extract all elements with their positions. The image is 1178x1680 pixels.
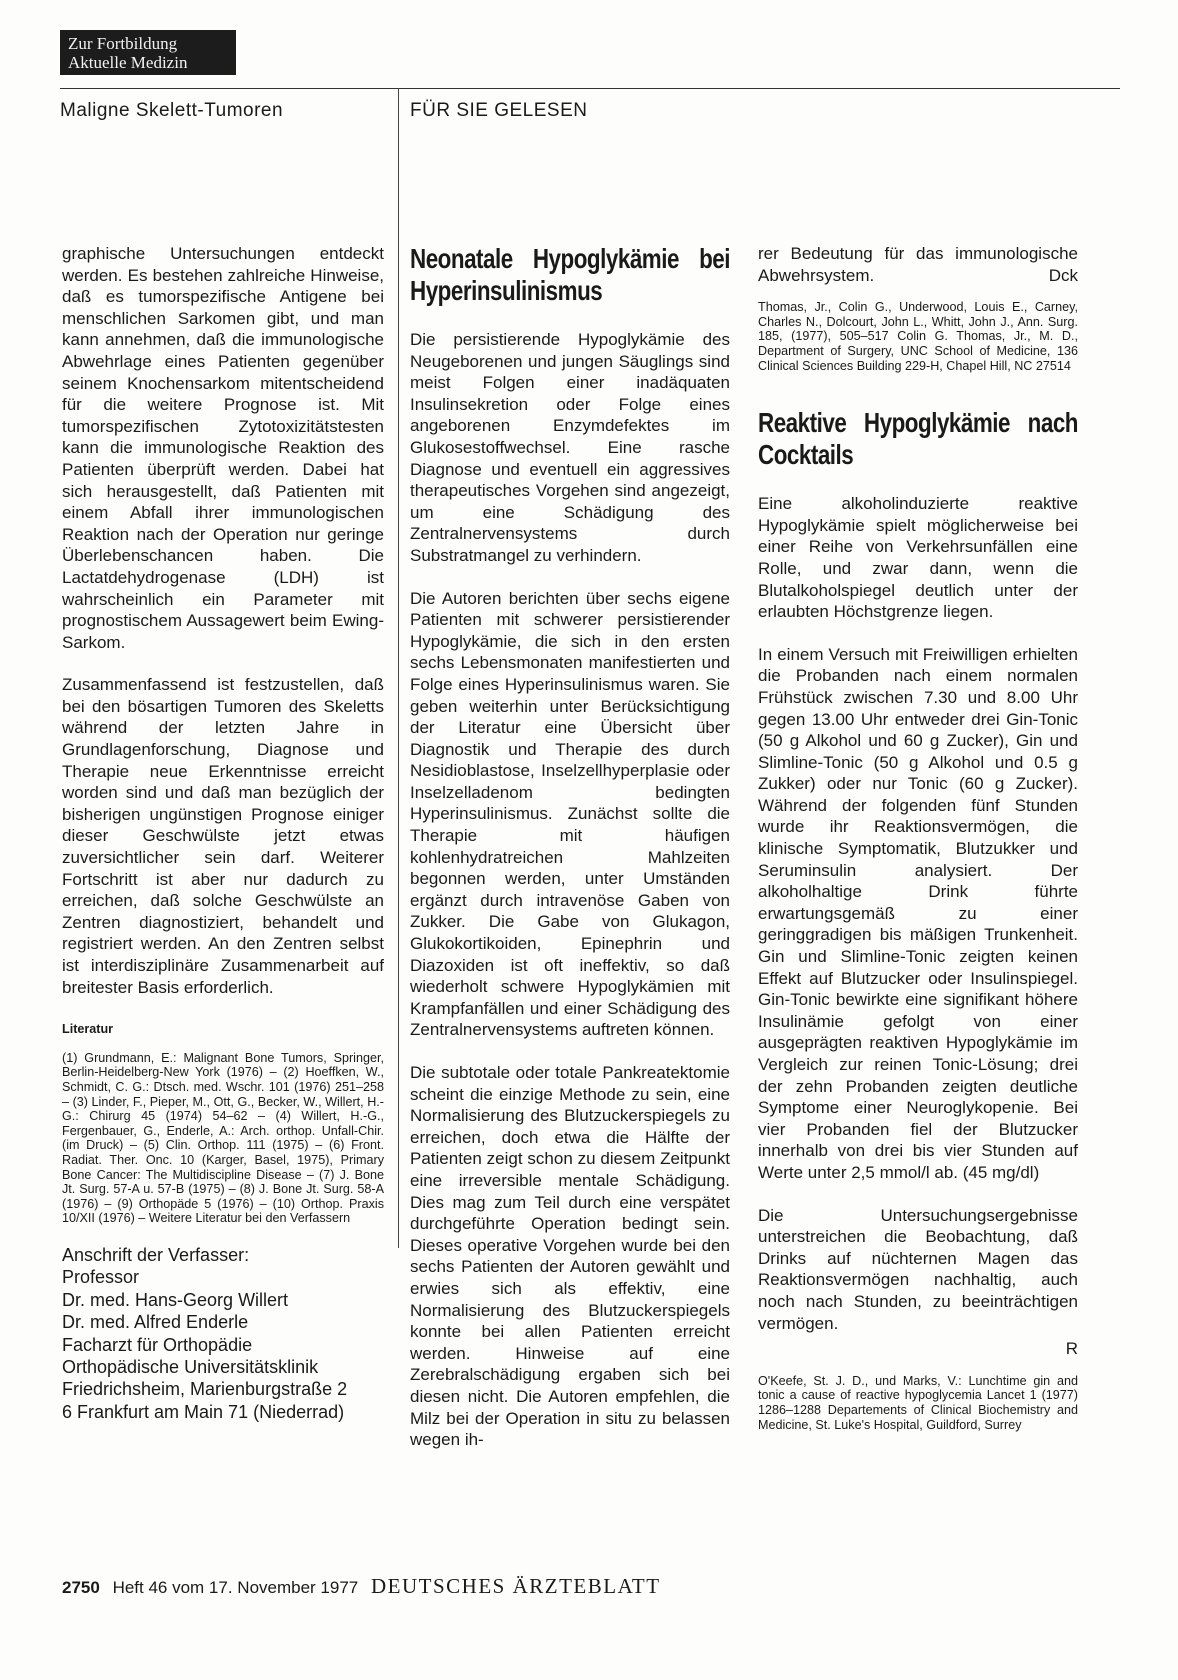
page-number: 2750: [62, 1578, 100, 1597]
address-line: Friedrichsheim, Marienburgstraße 2: [62, 1379, 348, 1400]
reference: O'Keefe, St. J. D., und Marks, V.: Lunchtime gin and tonic a cause of reactive hypoglycemia Lancet 1 (1977) 1286–1288 Departements of Clinical Biochemistry and Medicine, St. Luke's Hospital, Guildford, Surrey: [758, 1373, 1078, 1432]
literature-heading: Literatur: [62, 1022, 114, 1037]
address-line: Dr. med. Alfred Enderle: [62, 1312, 249, 1333]
article-headline: Reaktive Hypoglykämie nach Cocktails: [758, 407, 1078, 471]
issue-info: Heft 46 vom 17. November 1977: [112, 1578, 359, 1597]
address-line: Anschrift der Verfasser:: [62, 1244, 250, 1265]
article-headline: Neonatale Hypoglykämie bei Hyperinsulinismus: [410, 243, 730, 306]
paragraph: Die Autoren berichten über sechs eigene Patienten mit schwerer persistierender Hypoglykämie, die sich in den ersten sechs Lebensmonaten manifestierten und Folge eines Hyperinsulinismus waren. Sie geben weiterhin unter Berücksichtigung der Literatur eine Übersicht über Diagnostik und Therapie des durch Nesidioblastose, Inselzellhyperplasie oder Inselzelladenom bedingten Hyperinsulinismus. Zunächst sollte die Therapie mit häufigen kohlenhydratreichen Mahlzeiten begonnen werden, unter Umständen ergänzt durch intravenöse Gaben von Zukker. Die Gabe von Glukagon, Glukokortikoiden, Epinephrin und Diazoxiden ist oft ineffektiv, so daß wiederholt schwere Hypoglykämien mit Krampfanfällen und einer Schädigung des Zentralnervensystems auftreten können.: [410, 588, 730, 1040]
author-initials: Dck: [1048, 265, 1078, 285]
continuation-text: rer Bedeutung für das immunologische Abwehrsystem.: [758, 244, 1078, 285]
address-line: Dr. med. Hans-Georg Willert: [62, 1289, 289, 1310]
column-3: [758, 243, 1078, 1446]
paragraph: Eine alkoholinduzierte reaktive Hypoglykämie spielt möglicherweise bei einer Reihe von Verkehrsunfällen eine Rolle, und zwar dann, wenn die Blutalkoholspiegel deutlich unter der erlaubten Höchstgrenze liegen.: [758, 494, 1078, 622]
paragraph: Die Untersuchungsergebnisse unterstreichen die Beobachtung, daß Drinks auf nüchternen Magen das Reaktionsvermögen nachhaltig, auch noch nach Stunden, zu beeinträchtigen vermögen.: [758, 1205, 1078, 1333]
author-initials: R: [1065, 1339, 1078, 1359]
section-badge: [60, 30, 236, 75]
paragraph: Zusammenfassend ist festzustellen, daß bei den bösartigen Tumoren des Skeletts während der letzten Jahre in Grundlagenforschung, Diagnose und Therapie neue Erkenntnisse erreicht worden sind und daß man bezüglich der bisherigen ungünstigen Prognose einiger dieser Geschwülste jetzt etwas zuversichtlicher sein darf. Weiterer Fortschritt ist aber nur dadurch zu erreichen, daß solche Geschwülste an Zentren diagnostiziert, behandelt und registriert werden. An den Zentren selbst ist interdisziplinäre Zusammenarbeit auf breitester Basis erforderlich.: [62, 675, 384, 997]
reference: Thomas, Jr., Colin G., Underwood, Louis E., Carney, Charles N., Dolcourt, John L., Whitt, John J., Ann. Surg. 185, (1977), 505–517 Colin G. Thomas, Jr., M. D., Department of Surgery, UNC School of Medicine, 136 Clinical Sciences Building 229-H, Chapel Hill, NC 27514: [758, 300, 1078, 373]
column-2: [410, 243, 730, 1472]
literature-list: (1) Grundmann, E.: Malignant Bone Tumors, Springer, Berlin-Heidelberg-New York (1976) – (2) Hoeffken, W., Schmidt, C. G.: Dtsch. med. Wschr. 101 (1976) 251–258 – (3) Linder, F., Pieper, M., Ott, G., Becker, W., Willert, H.-G.: Chirurg 45 (1974) 54–62 – (4) Willert, H.-G., Fergenbauer, G., Enderle, A.: Arch. orthop. Unfall-Chir. (im Druck) – (5) Clin. Orthop. 111 (1975) – (6) Front. Radiat. Ther. Onc. 10 (Karger, Basel, 1975), Primary Bone Cancer: The Multidiscipline Disease – (7) J. Bone Jt. Surg. 57-A u. 57-B (1975) – (8) J. Bone Jt. Surg. 58-A (1976) – (9) Orthopäde 5 (1976) – (10) Orthop. Praxis 10/XII (1976) – Weitere Literatur bei den Verfassern: [62, 1050, 384, 1226]
address-line: Orthopädische Universitätsklinik: [62, 1356, 319, 1377]
page-footer: [62, 1574, 661, 1599]
journal-name: DEUTSCHES ÄRZTEBLATT: [370, 1574, 661, 1598]
paragraph: In einem Versuch mit Freiwilligen erhielten die Probanden nach einem normalen Frühstück zwischen 7.30 und 8.00 Uhr gegen 13.00 Uhr entweder drei Gin-Tonic (50 g Alkohol und 60 g Zucker), Gin und Slimline-Tonic (50 g Alkohol und 0.5 g Zukker) oder nur Tonic (60 g Zucker). Während der folgenden fünf Stunden wurde ihr Reaktionsvermögen, die klinische Symptomatik, Blutzukker und Seruminsulin analysiert. Der alkoholhaltige Drink führte erwartungsgemäß zu einer geringgradigen bis mäßigen Trunkenheit. Gin und Slimline-Tonic zeigten keinen Effekt auf Blutzucker oder Insulinspiegel. Gin-Tonic bewirkte eine signifikant höhere Insulinämie gefolgt von einer ausgeprägten reaktiven Hypoglykämie im Vergleich zur reinen Tonic-Lösung; drei der zehn Probanden zeigten deutliche Symptome einer Neuroglykopenie. Bei vier Probanden fiel der Blutzucker innerhalb von drei bis vier Stunden auf Werte unter 2,5 mmol/l ab. (45 mg/dl): [758, 644, 1078, 1182]
address-line: Facharzt für Orthopädie: [62, 1334, 253, 1355]
address-line: Professor: [62, 1267, 140, 1288]
top-rule: [60, 88, 1120, 89]
section-title-right: FÜR SIE GELESEN: [410, 100, 588, 121]
column-1: [62, 243, 384, 1423]
author-address: [62, 1244, 384, 1423]
paragraph: Die persistierende Hypoglykämie des Neugeborenen und jungen Säuglings sind meist Folgen einer inadäquaten Insulinsekretion oder Folge eines angeborenen Enzymdefektes im Glukosestoffwechsel. Eine rasche Diagnose und eventuell ein aggressives therapeutisches Vorgehen sind angezeigt, um eine Schädigung des Zentralnervensystems durch Substratmangel zu verhindern.: [410, 330, 730, 565]
badge-line-1: Zur Fortbildung: [68, 34, 178, 53]
section-title-left: Maligne Skelett-Tumoren: [60, 100, 284, 121]
address-line: 6 Frankfurt am Main 71 (Niederrad): [62, 1401, 345, 1422]
badge-line-2: Aktuelle Medizin: [68, 53, 188, 72]
column-divider: [398, 88, 399, 1248]
paragraph: graphische Untersuchungen entdeckt werden. Es bestehen zahlreiche Hinweise, daß es tumorspezifische Antigene bei menschlichen Sarkomen gibt, und man kann annehmen, daß die immunologische Abwehrlage eines Patienten gegenüber seinem Knochensarkom mitentscheidend für die weitere Prognose ist. Mit tumorspezifischen Zytotoxizitätstesten kann die immunologische Reaktion des Patienten überprüft werden. Dabei hat sich herausgestellt, daß Patienten mit einem Abfall ihrer immunologischen Reaktion nach der Operation nur geringe Überlebenschancen haben. Die Lactatdehydrogenase (LDH) ist wahrscheinlich ein Parameter mit prognostischem Aussagewert beim Ewing-Sarkom.: [62, 244, 384, 652]
paragraph: Die subtotale oder totale Pankreatektomie scheint die einzige Methode zu sein, eine Normalisierung des Blutzuckerspiegels zu erreichen, doch etwa die Hälfte der Patienten zeigt schon zu diesem Zeitpunkt eine irreversible mentale Schädigung. Dies mag zum Teil durch eine verspätet durchgeführte Operation bedingt sein. Dieses operative Vorgehen wurde bei den sechs Patienten der Autoren gewählt und erwies sich als effektiv, eine Normalisierung des Blutzuckerspiegels konnte bei allen Patienten erreicht werden. Hinweise auf eine Zerebralschädigung ergaben sich bei diesen nicht. Die Autoren empfehlen, die Milz bei der Operation in situ zu belassen wegen ih-: [410, 1063, 730, 1450]
paragraph: [758, 243, 1078, 286]
